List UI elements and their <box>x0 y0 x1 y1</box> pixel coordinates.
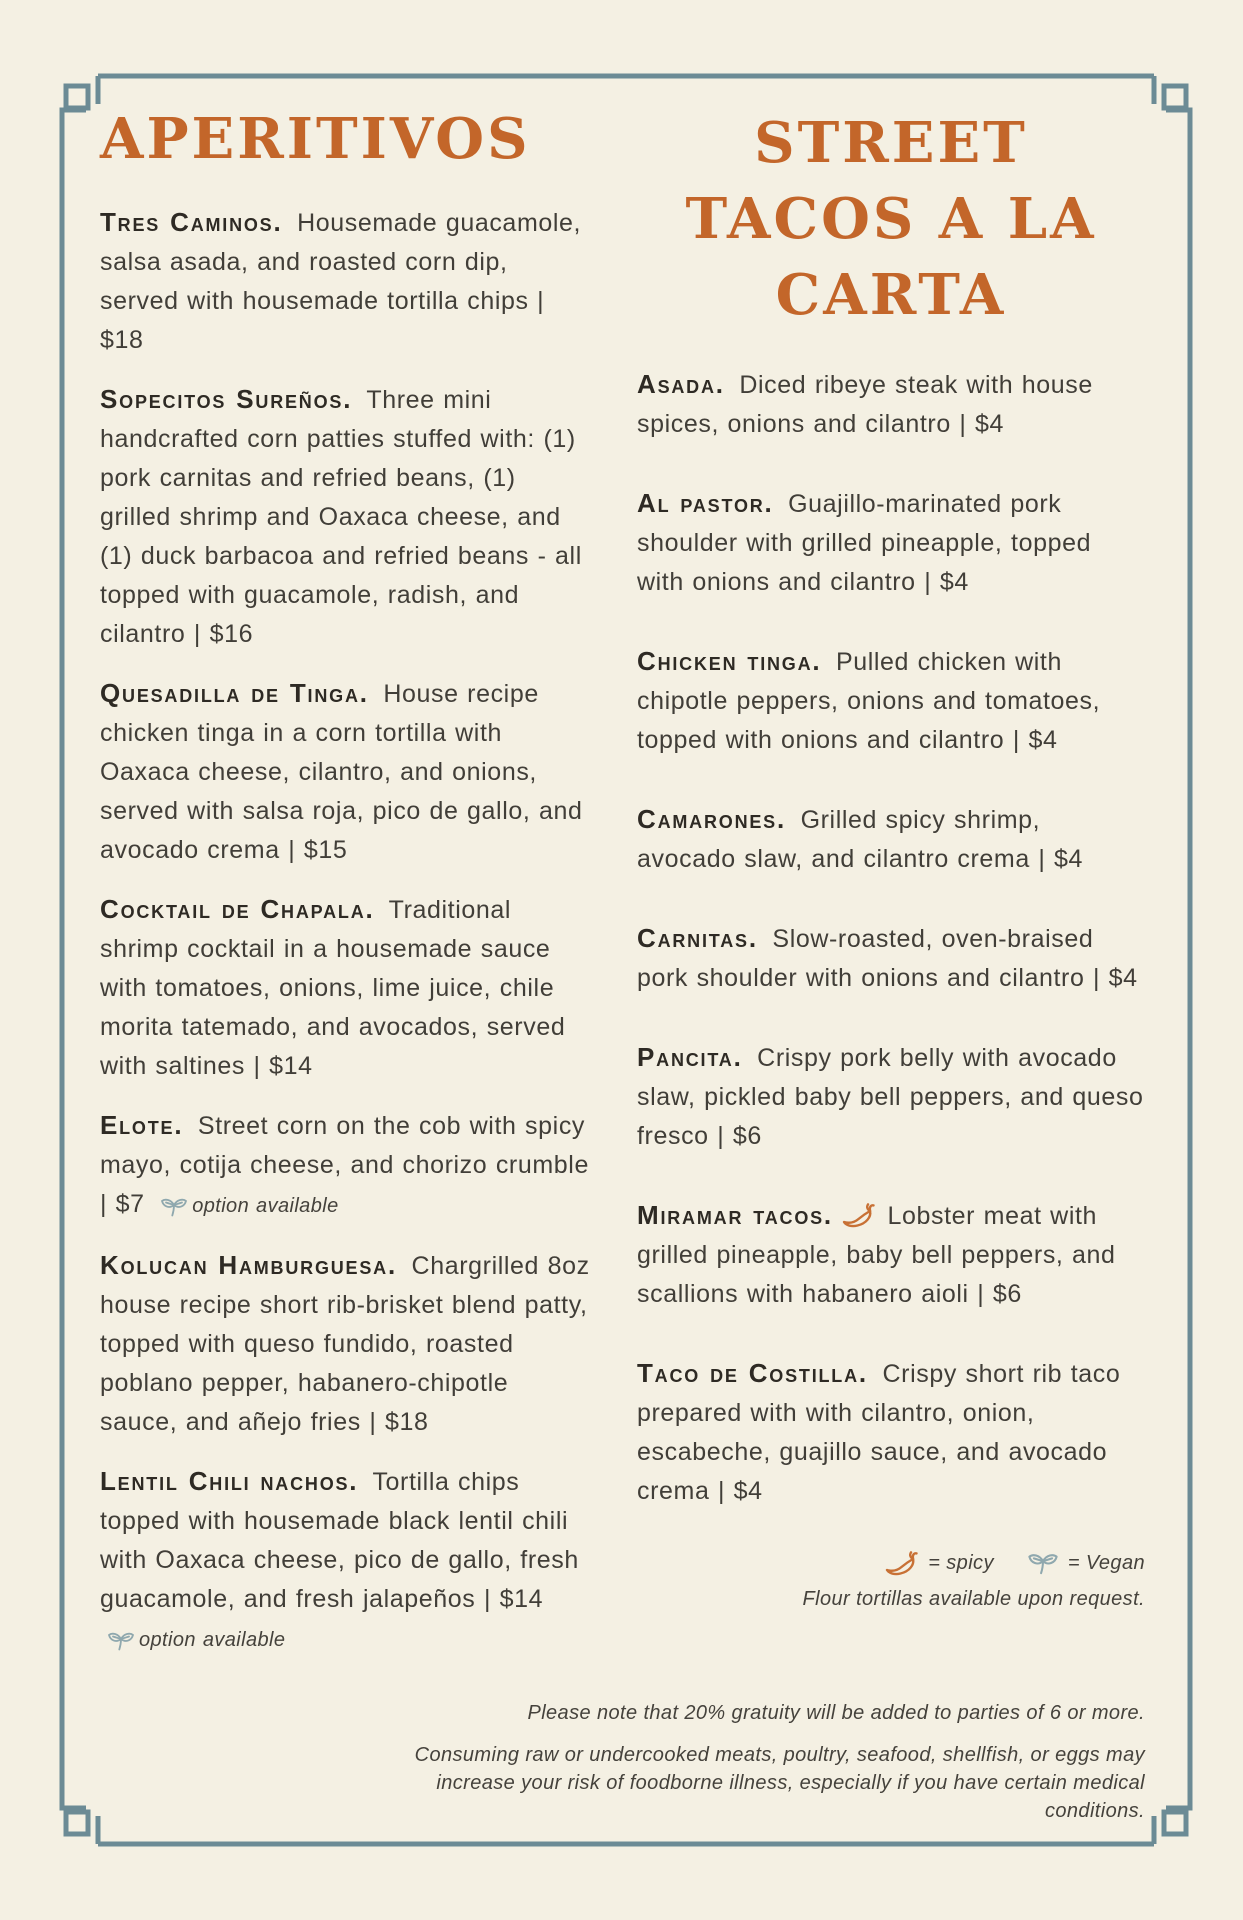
chili-icon <box>884 1551 918 1576</box>
dish-description: Three mini handcrafted corn patties stuffed with: (1) pork carnitas and refried beans, (1) grilled shrimp and Oaxaca cheese, and (1) duck barbacoa and refried beans - all topped with guacamole, radish, and cilantro | $16 <box>100 386 582 648</box>
gratuity-note: Please note that 20% gratuity will be added to parties of 6 or more. <box>527 1702 1145 1724</box>
dish-name: Cocktail de Chapala. <box>100 894 375 924</box>
dish-description: Housemade guacamole, salsa asada, and roasted corn dip, served with housemade tortilla chips | $18 <box>100 209 582 354</box>
footer-notes <box>100 1702 1145 1825</box>
dish-name: Taco de Costilla. <box>637 1358 868 1388</box>
dish-name: Quesadilla de Tinga. <box>100 678 369 708</box>
frame-left-border <box>62 110 86 1808</box>
vegan-option-note: option available <box>100 1629 285 1651</box>
dish-name: Carnitas. <box>637 923 758 953</box>
dish-description: House recipe chicken tinga in a corn tortilla with Oaxaca cheese, cilantro, and onions, served with salsa roja, pico de gallo, and avocado crema | $15 <box>100 680 583 864</box>
menu-item <box>100 203 590 360</box>
menu-item <box>100 380 590 654</box>
dish-name: Kolucan Hamburguesa. <box>100 1250 397 1280</box>
menu-item <box>637 484 1145 602</box>
dish-description: Lobster meat with grilled pineapple, baby bell peppers, and scallions with habanero aioli | $6 <box>637 1202 1116 1308</box>
street-tacos-title: STREET TACOS A LA CARTA <box>685 110 1097 328</box>
dish-name: Pancita. <box>637 1042 743 1072</box>
dish-name: Sopecitos Sureños. <box>100 384 353 414</box>
aperitivos-title: APERITIVOS <box>100 106 531 172</box>
dish-name: Lentil Chili nachos. <box>100 1466 359 1496</box>
dish-name: Al pastor. <box>637 488 774 518</box>
menu-content <box>100 105 1145 1825</box>
menu-item <box>100 1106 590 1226</box>
menu-item <box>100 1462 590 1660</box>
menu-item <box>637 1038 1145 1156</box>
dish-description: Diced ribeye steak with house spices, onions and cilantro | $4 <box>637 371 1093 438</box>
vegan-option-note: option available <box>153 1195 338 1217</box>
dish-name: Chicken tinga. <box>637 646 822 676</box>
street-tacos-item-list <box>637 365 1145 1511</box>
menu-item <box>637 919 1145 998</box>
menu-item <box>100 674 590 870</box>
spicy-chili-icon <box>839 1202 879 1230</box>
menu-item <box>100 890 590 1086</box>
dish-name: Elote. <box>100 1110 184 1140</box>
frame-corner-square-bottom-right <box>1164 1812 1186 1834</box>
icon-legend <box>637 1551 1145 1576</box>
dish-description: Tortilla chips topped with housemade black lentil chili with Oaxaca cheese, pico de gallo, fresh guacamole, and fresh jalapeños | $14 <box>100 1468 579 1613</box>
dish-description: Pulled chicken with chipotle peppers, onions and tomatoes, topped with onions and cilantro | $4 <box>637 648 1101 754</box>
leaf-icon <box>161 1196 187 1218</box>
spicy-legend-label: = spicy <box>928 1552 994 1574</box>
menu-item <box>637 1196 1145 1314</box>
dish-description: Grilled spicy shrimp, avocado slaw, and cilantro crema | $4 <box>637 806 1084 873</box>
frame-corner-square-bottom-left <box>66 1812 88 1834</box>
dish-name: Camarones. <box>637 804 787 834</box>
menu-item <box>100 1246 590 1442</box>
frame-corner-square-top-left <box>66 86 88 108</box>
vegan-legend-label: = Vegan <box>1067 1552 1145 1574</box>
leaf-icon <box>108 1630 134 1652</box>
dish-name: Miramar tacos. <box>637 1200 833 1230</box>
menu-item <box>637 365 1145 444</box>
tortilla-note: Flour tortillas available upon request. <box>802 1588 1145 1610</box>
dish-description: Chargrilled 8oz house recipe short rib-brisket blend patty, topped with queso fundido, roasted poblano pepper, habanero-chipotle sauce, and añejo fries | $18 <box>100 1252 590 1436</box>
frame-corner-square-top-right <box>1164 86 1186 108</box>
dish-description: Guajillo-marinated pork shoulder with grilled pineapple, topped with onions and cilantro | $4 <box>637 490 1092 596</box>
leaf-icon <box>1028 1551 1058 1576</box>
consumption-note: Consuming raw or undercooked meats, poultry, seafood, shellfish, or eggs may increase your risk of foodborne illness, especially if you have certain medical conditions. <box>414 1744 1145 1822</box>
menu-item <box>637 800 1145 879</box>
dish-description: Street corn on the cob with spicy mayo, cotija cheese, and chorizo crumble | $7 <box>100 1112 589 1218</box>
dish-description: Crispy pork belly with avocado slaw, pickled baby bell peppers, and queso fresco | $6 <box>637 1044 1144 1150</box>
dish-description: Slow-roasted, oven-braised pork shoulder with onions and cilantro | $4 <box>637 925 1138 992</box>
street-tacos-section <box>637 105 1145 1680</box>
dish-name: Asada. <box>637 369 725 399</box>
frame-right-border <box>1166 110 1190 1808</box>
menu-item <box>637 1354 1145 1511</box>
aperitivos-section <box>100 105 590 1680</box>
menu-item <box>637 642 1145 760</box>
aperitivos-item-list <box>100 203 590 1660</box>
dish-name: Tres Caminos. <box>100 207 283 237</box>
dish-description: Crispy short rib taco prepared with with cilantro, onion, escabeche, guajillo sauce, and avocado crema | $4 <box>637 1360 1121 1505</box>
dish-description: Traditional shrimp cocktail in a housemade sauce with tomatoes, onions, lime juice, chile morita tatemado, and avocados, served with saltines | $14 <box>100 896 566 1080</box>
